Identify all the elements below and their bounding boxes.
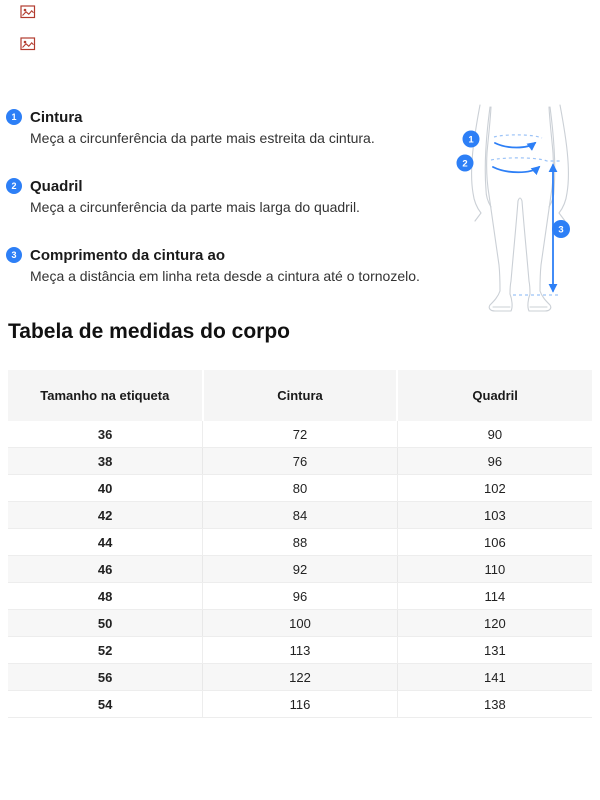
size-cell: 52	[8, 637, 203, 664]
waist-cell: 76	[203, 448, 398, 475]
size-cell: 48	[8, 583, 203, 610]
table-row	[8, 583, 592, 610]
waist-cell: 100	[203, 610, 398, 637]
waist-cell: 96	[203, 583, 398, 610]
hip-cell: 103	[397, 502, 592, 529]
marker-1-label: 1	[468, 134, 474, 146]
instruction-title: Cintura	[30, 109, 83, 126]
step-1-badge: 1	[6, 109, 22, 125]
table-row	[8, 637, 592, 664]
instruction-item-comprimento	[6, 246, 446, 286]
size-cell: 36	[8, 421, 203, 448]
figure-outline	[472, 105, 569, 311]
dashed-guides	[491, 135, 560, 295]
column-header-waist: Cintura	[203, 370, 398, 421]
waist-cell: 84	[203, 502, 398, 529]
hip-cell: 114	[397, 583, 592, 610]
broken-image-icon	[20, 37, 36, 51]
waist-cell: 122	[203, 664, 398, 691]
column-header-size: Tamanho na etiqueta	[8, 370, 203, 421]
instruction-description: Meça a circunferência da parte mais larga do quadril.	[30, 199, 360, 215]
size-cell: 46	[8, 556, 203, 583]
size-cell: 44	[8, 529, 203, 556]
size-table-body	[8, 421, 592, 718]
hip-cell: 106	[397, 529, 592, 556]
waist-cell: 80	[203, 475, 398, 502]
pants-figure-illustration	[443, 95, 598, 320]
body-measurement-diagram	[443, 95, 598, 320]
column-header-hip: Quadril	[397, 370, 592, 421]
instruction-item-quadril	[6, 177, 446, 217]
table-row	[8, 448, 592, 475]
table-row	[8, 556, 592, 583]
broken-image-icon	[20, 5, 36, 19]
hip-arrow	[493, 167, 539, 172]
size-cell: 42	[8, 502, 203, 529]
instruction-description: Meça a distância em linha reta desde a cintura até o tornozelo.	[30, 268, 420, 284]
waist-cell: 116	[203, 691, 398, 718]
waist-cell: 92	[203, 556, 398, 583]
hip-cell: 102	[397, 475, 592, 502]
waist-cell: 72	[203, 421, 398, 448]
hip-cell: 120	[397, 610, 592, 637]
size-cell: 54	[8, 691, 203, 718]
table-row	[8, 691, 592, 718]
table-row	[8, 502, 592, 529]
instruction-title: Quadril	[30, 178, 83, 195]
hip-cell: 90	[397, 421, 592, 448]
waist-cell: 113	[203, 637, 398, 664]
table-header-row	[8, 370, 592, 421]
size-cell: 40	[8, 475, 203, 502]
hip-cell: 138	[397, 691, 592, 718]
table-row	[8, 475, 592, 502]
body-measurements-table	[8, 370, 592, 718]
marker-3-label: 3	[558, 224, 564, 236]
step-2-badge: 2	[6, 178, 22, 194]
table-row	[8, 529, 592, 556]
table-row	[8, 664, 592, 691]
hip-cell: 131	[397, 637, 592, 664]
hip-cell: 96	[397, 448, 592, 475]
size-cell: 56	[8, 664, 203, 691]
size-cell: 38	[8, 448, 203, 475]
table-row	[8, 610, 592, 637]
measurement-instructions	[6, 108, 446, 315]
table-row	[8, 421, 592, 448]
size-cell: 50	[8, 610, 203, 637]
instruction-item-cintura	[6, 108, 446, 148]
instruction-description: Meça a circunferência da parte mais estreita da cintura.	[30, 130, 375, 146]
waist-cell: 88	[203, 529, 398, 556]
marker-2-label: 2	[462, 158, 468, 170]
table-section-title: Tabela de medidas do corpo	[8, 320, 291, 343]
step-3-badge: 3	[6, 247, 22, 263]
hip-cell: 141	[397, 664, 592, 691]
instruction-title: Comprimento da cintura ao	[30, 247, 226, 264]
hip-cell: 110	[397, 556, 592, 583]
waist-arrow	[495, 143, 535, 148]
